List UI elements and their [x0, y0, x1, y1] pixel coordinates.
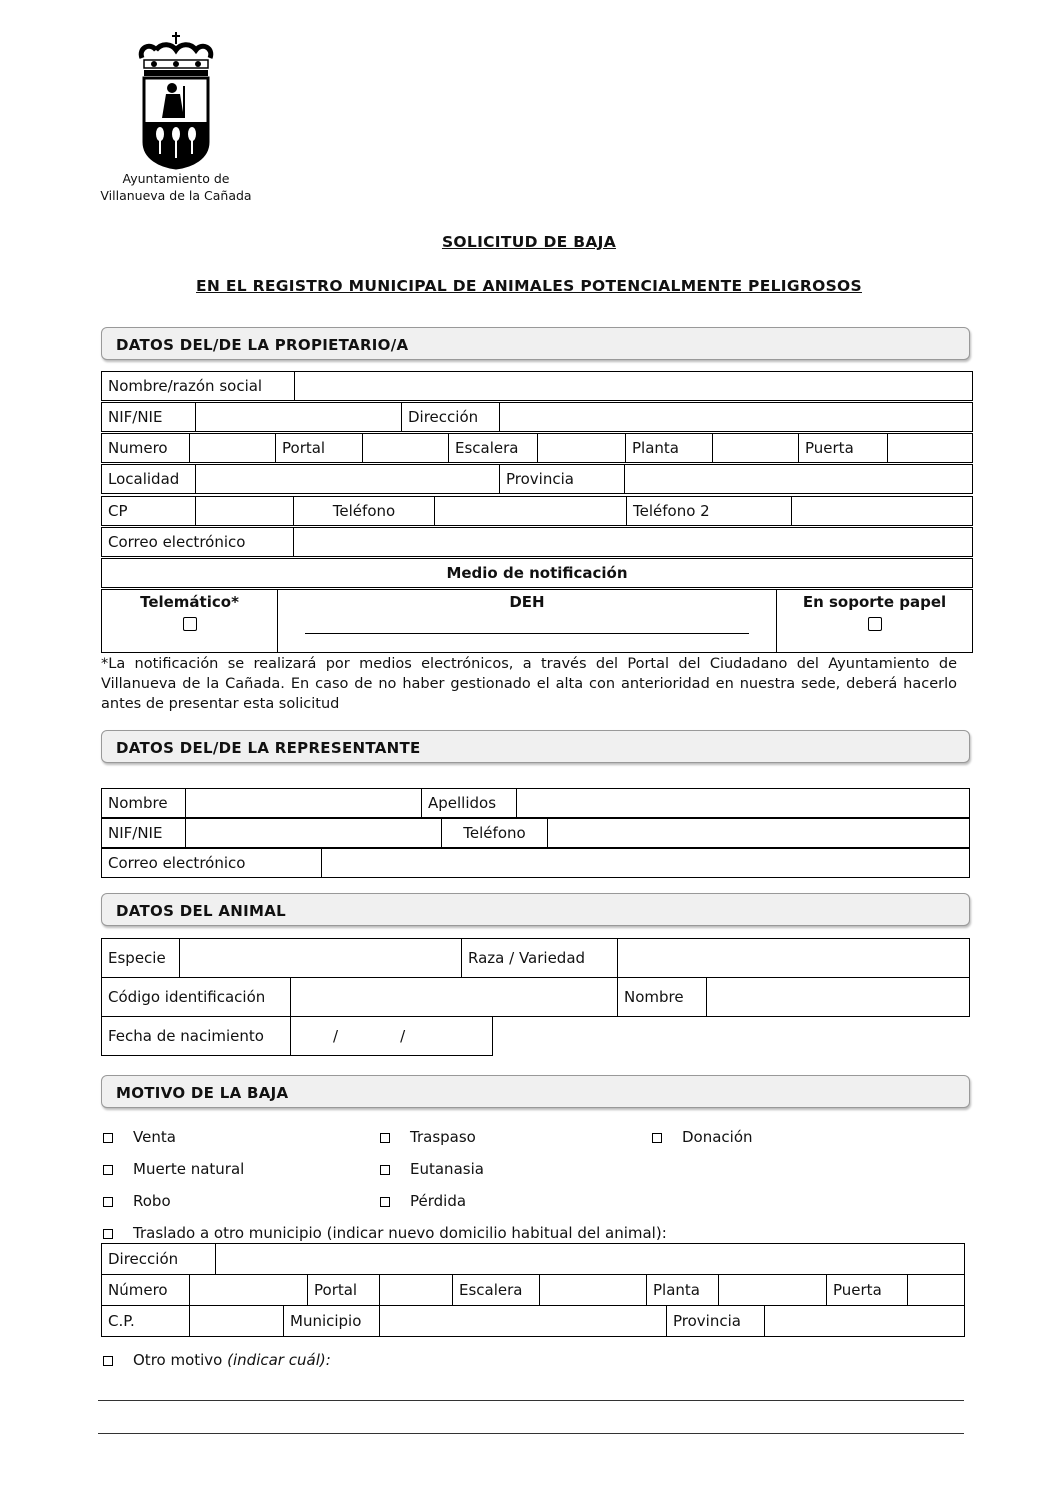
rep-nif-field[interactable]: [186, 819, 442, 848]
option-natural-death[interactable]: Muerte natural: [103, 1160, 244, 1178]
cp-field[interactable]: [196, 497, 294, 526]
option-other[interactable]: Otro motivo (indicar cuál):: [103, 1351, 331, 1369]
animal-name-label: Nombre: [618, 978, 707, 1017]
telematic-checkbox[interactable]: [183, 617, 197, 631]
reloc-cp-field[interactable]: [190, 1306, 284, 1337]
owner-table-2: [101, 402, 973, 432]
reloc-floor-field[interactable]: [719, 1275, 827, 1306]
email-label: Correo electrónico: [102, 528, 294, 557]
reloc-province-field[interactable]: [765, 1306, 965, 1337]
deh-line[interactable]: [305, 633, 749, 634]
relocation-table-3: [101, 1305, 965, 1337]
owner-table-4: [101, 464, 973, 494]
notification-table: [101, 558, 973, 588]
notification-options: [101, 589, 973, 653]
deh-cell: [278, 590, 777, 653]
relocation-table-1: [101, 1243, 965, 1275]
rep-phone-field[interactable]: [548, 819, 970, 848]
reloc-address-label: Dirección: [102, 1244, 216, 1275]
name-label: Nombre/razón social: [102, 372, 295, 401]
animal-table-3: [101, 1016, 493, 1056]
reloc-door-field[interactable]: [908, 1275, 965, 1306]
reloc-door-label: Puerta: [827, 1275, 908, 1306]
option-checkbox[interactable]: [652, 1133, 662, 1143]
reloc-stair-field[interactable]: [540, 1275, 647, 1306]
portal-label: Portal: [276, 434, 363, 463]
reloc-number-field[interactable]: [190, 1275, 308, 1306]
notification-note: *La notificación se realizará por medios electrónicos, a través del Portal del Ciudadano del Ayuntamiento de Villanueva de la Cañada. En caso de no haber gestionado el alta con anterioridad en nuestra sede, deberá hacerlo antes de presentar esta solicitud: [101, 656, 957, 712]
option-loss[interactable]: Pérdida: [380, 1192, 466, 1210]
deh-label: DEH: [509, 593, 545, 611]
option-checkbox[interactable]: [380, 1197, 390, 1207]
animal-table-2: [101, 977, 970, 1017]
animal-name-field[interactable]: [707, 978, 970, 1017]
rep-table-3: [101, 848, 970, 878]
door-field[interactable]: [888, 434, 973, 463]
reloc-municipality-label: Municipio: [284, 1306, 380, 1337]
nif-label: NIF/NIE: [102, 403, 196, 432]
reloc-address-field[interactable]: [216, 1244, 965, 1275]
rep-email-label: Correo electrónico: [102, 849, 322, 878]
form-title: SOLICITUD DE BAJA: [441, 233, 617, 251]
door-label: Puerta: [799, 434, 888, 463]
paper-label: En soporte papel: [802, 593, 947, 611]
number-field[interactable]: [190, 434, 276, 463]
phone2-label: Teléfono 2: [627, 497, 792, 526]
relocation-table-2: [101, 1274, 965, 1306]
id-code-field[interactable]: [291, 978, 618, 1017]
phone2-field[interactable]: [792, 497, 973, 526]
option-checkbox[interactable]: [380, 1133, 390, 1143]
province-label: Provincia: [500, 465, 625, 494]
phone-label: Teléfono: [294, 497, 435, 526]
name-field[interactable]: [295, 372, 973, 401]
paper-checkbox[interactable]: [868, 617, 882, 631]
reloc-province-label: Provincia: [667, 1306, 765, 1337]
stair-field[interactable]: [538, 434, 626, 463]
email-field[interactable]: [294, 528, 973, 557]
option-relocation[interactable]: Traslado a otro municipio (indicar nuevo domicilio habitual del animal):: [103, 1224, 667, 1242]
option-donation[interactable]: Donación: [652, 1128, 753, 1146]
birth-label: Fecha de nacimiento: [102, 1017, 291, 1056]
paper-cell: [777, 590, 973, 653]
option-checkbox[interactable]: [103, 1165, 113, 1175]
reloc-floor-label: Planta: [647, 1275, 719, 1306]
reloc-portal-label: Portal: [308, 1275, 380, 1306]
rep-table-2: [101, 818, 970, 848]
option-sale[interactable]: Venta: [103, 1128, 176, 1146]
rep-surname-label: Apellidos: [422, 789, 517, 818]
nif-field[interactable]: [196, 403, 402, 432]
option-checkbox[interactable]: [103, 1197, 113, 1207]
form-subtitle: EN EL REGISTRO MUNICIPAL DE ANIMALES POTENCIALMENTE PELIGROSOS: [196, 277, 862, 295]
telematic-cell: [102, 590, 278, 653]
option-checkbox[interactable]: [103, 1133, 113, 1143]
reloc-cp-label: C.P.: [102, 1306, 190, 1337]
animal-table-1: [101, 938, 970, 978]
owner-table-3: [101, 433, 973, 463]
birth-date-field[interactable]: / /: [291, 1017, 493, 1056]
rep-email-field[interactable]: [322, 849, 970, 878]
rep-name-field[interactable]: [186, 789, 422, 818]
address-field[interactable]: [500, 403, 973, 432]
option-transfer[interactable]: Traspaso: [380, 1128, 476, 1146]
section-owner: DATOS DEL/DE LA PROPIETARIO/A: [101, 327, 970, 360]
other-reason-line-2[interactable]: [98, 1433, 964, 1434]
id-code-label: Código identificación: [102, 978, 291, 1017]
other-reason-line-1[interactable]: [98, 1400, 964, 1401]
coat-of-arms-logo: [128, 30, 224, 170]
breed-label: Raza / Variedad: [462, 939, 618, 978]
species-field[interactable]: [180, 939, 462, 978]
reloc-stair-label: Escalera: [453, 1275, 540, 1306]
address-label: Dirección: [402, 403, 500, 432]
rep-nif-label: NIF/NIE: [102, 819, 186, 848]
section-representative: DATOS DEL/DE LA REPRESENTANTE: [101, 730, 970, 763]
portal-field[interactable]: [363, 434, 449, 463]
option-euthanasia[interactable]: Eutanasia: [380, 1160, 484, 1178]
section-animal: DATOS DEL ANIMAL: [101, 893, 970, 926]
reloc-municipality-field[interactable]: [380, 1306, 667, 1337]
rep-name-label: Nombre: [102, 789, 186, 818]
stair-label: Escalera: [449, 434, 538, 463]
species-label: Especie: [102, 939, 180, 978]
organization-name: Ayuntamiento de Villanueva de la Cañada: [100, 171, 252, 203]
option-checkbox[interactable]: [103, 1356, 113, 1366]
notification-label: Medio de notificación: [102, 559, 973, 588]
number-label: Numero: [102, 434, 190, 463]
option-checkbox[interactable]: [103, 1229, 113, 1239]
province-field[interactable]: [625, 465, 973, 494]
rep-surname-field[interactable]: [517, 789, 970, 818]
phone-field[interactable]: [435, 497, 627, 526]
breed-field[interactable]: [618, 939, 970, 978]
floor-field[interactable]: [713, 434, 799, 463]
locality-label: Localidad: [102, 465, 196, 494]
option-checkbox[interactable]: [380, 1165, 390, 1175]
cp-label: CP: [102, 497, 196, 526]
reloc-number-label: Número: [102, 1275, 190, 1306]
rep-table-1: [101, 788, 970, 818]
telematic-label: Telemático*: [140, 593, 239, 611]
reloc-portal-field[interactable]: [380, 1275, 453, 1306]
owner-table-5: [101, 496, 973, 526]
locality-field[interactable]: [196, 465, 500, 494]
owner-table-6: [101, 527, 973, 557]
rep-phone-label: Teléfono: [442, 819, 548, 848]
owner-table: [101, 371, 973, 401]
option-theft[interactable]: Robo: [103, 1192, 171, 1210]
section-reason: MOTIVO DE LA BAJA: [101, 1075, 970, 1108]
floor-label: Planta: [626, 434, 713, 463]
